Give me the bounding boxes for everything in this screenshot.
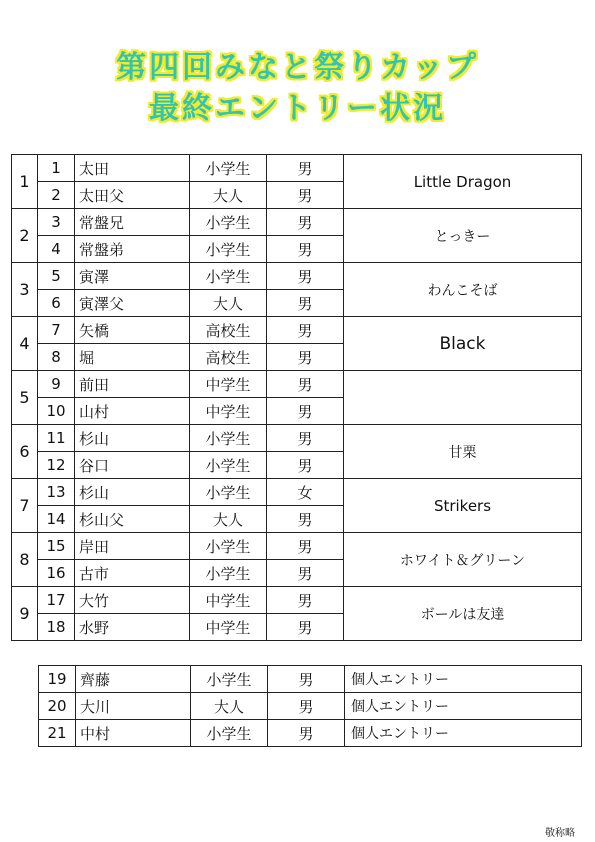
- table-row: [12, 155, 582, 182]
- player-name: 杉山: [75, 479, 190, 506]
- player-category: 大人: [190, 506, 267, 533]
- player-sex: 男: [267, 425, 344, 452]
- entry-type: 個人エントリー: [345, 720, 582, 747]
- table-row: [39, 720, 582, 747]
- player-category: 小学生: [190, 452, 267, 479]
- player-number: 12: [38, 452, 75, 479]
- player-category: 中学生: [190, 371, 267, 398]
- table-row: [12, 533, 582, 560]
- player-name: 古市: [75, 560, 190, 587]
- table-row: [39, 693, 582, 720]
- player-name: 杉山父: [75, 506, 190, 533]
- player-sex: 男: [267, 182, 344, 209]
- player-sex: 男: [267, 533, 344, 560]
- player-name: 常盤弟: [75, 236, 190, 263]
- player-name: 前田: [75, 371, 190, 398]
- team-name: わんこそば: [344, 263, 582, 317]
- player-name: 常盤兄: [75, 209, 190, 236]
- player-number: 9: [38, 371, 75, 398]
- player-number: 2: [38, 182, 75, 209]
- team-entry-table: [11, 154, 582, 641]
- individual-entry-table: [38, 665, 582, 747]
- player-category: 大人: [190, 182, 267, 209]
- team-name: ボールは友達: [344, 587, 582, 641]
- entry-type: 個人エントリー: [345, 666, 582, 693]
- player-number: 4: [38, 236, 75, 263]
- player-name: 太田父: [75, 182, 190, 209]
- player-name: 齊藤: [76, 666, 191, 693]
- player-category: 小学生: [190, 560, 267, 587]
- player-number: 5: [38, 263, 75, 290]
- player-number: 18: [38, 614, 75, 641]
- player-number: 21: [39, 720, 76, 747]
- player-number: 8: [38, 344, 75, 371]
- player-name: 岸田: [75, 533, 190, 560]
- player-category: 高校生: [190, 344, 267, 371]
- player-sex: 男: [267, 155, 344, 182]
- player-number: 10: [38, 398, 75, 425]
- player-name: 矢橋: [75, 317, 190, 344]
- player-category: 中学生: [190, 587, 267, 614]
- player-name: 寅澤父: [75, 290, 190, 317]
- table-row: [12, 317, 582, 344]
- player-name: 寅澤: [75, 263, 190, 290]
- player-number: 6: [38, 290, 75, 317]
- table-row: [12, 479, 582, 506]
- player-sex: 男: [268, 693, 345, 720]
- player-name: 杉山: [75, 425, 190, 452]
- player-sex: 男: [267, 236, 344, 263]
- player-sex: 男: [267, 452, 344, 479]
- group-number: 7: [12, 479, 38, 533]
- player-name: 太田: [75, 155, 190, 182]
- player-category: 大人: [190, 290, 267, 317]
- player-number: 15: [38, 533, 75, 560]
- player-sex: 男: [267, 506, 344, 533]
- group-number: 9: [12, 587, 38, 641]
- group-number: 5: [12, 371, 38, 425]
- player-sex: 男: [267, 344, 344, 371]
- group-number: 2: [12, 209, 38, 263]
- group-number: 3: [12, 263, 38, 317]
- table-row: [39, 666, 582, 693]
- page-title: 第四回みなと祭りカップ: [116, 50, 479, 85]
- player-category: 高校生: [190, 317, 267, 344]
- team-name: 甘栗: [344, 425, 582, 479]
- table-row: [12, 371, 582, 398]
- player-sex: 男: [267, 398, 344, 425]
- group-number: 6: [12, 425, 38, 479]
- player-sex: 男: [267, 587, 344, 614]
- player-number: 20: [39, 693, 76, 720]
- player-sex: 男: [267, 290, 344, 317]
- player-number: 3: [38, 209, 75, 236]
- player-category: 小学生: [190, 533, 267, 560]
- team-name: Black: [344, 317, 582, 371]
- player-sex: 男: [268, 666, 345, 693]
- player-category: 小学生: [191, 666, 268, 693]
- group-number: 8: [12, 533, 38, 587]
- player-category: 小学生: [190, 263, 267, 290]
- team-name: [344, 371, 582, 425]
- player-number: 14: [38, 506, 75, 533]
- team-name: Strikers: [344, 479, 582, 533]
- player-sex: 男: [267, 560, 344, 587]
- player-category: 中学生: [190, 614, 267, 641]
- table-row: [12, 209, 582, 236]
- player-category: 小学生: [190, 479, 267, 506]
- player-sex: 男: [268, 720, 345, 747]
- group-number: 1: [12, 155, 38, 209]
- player-number: 11: [38, 425, 75, 452]
- player-category: 小学生: [191, 720, 268, 747]
- player-name: 堀: [75, 344, 190, 371]
- player-category: 小学生: [190, 155, 267, 182]
- player-name: 山村: [75, 398, 190, 425]
- player-number: 13: [38, 479, 75, 506]
- player-sex: 男: [267, 209, 344, 236]
- player-number: 19: [39, 666, 76, 693]
- table-row: [12, 587, 582, 614]
- honorifics-note: 敬称略: [545, 828, 575, 839]
- player-sex: 男: [267, 317, 344, 344]
- page-subtitle: 最終エントリー状況: [149, 91, 446, 126]
- player-number: 16: [38, 560, 75, 587]
- player-category: 中学生: [190, 398, 267, 425]
- player-number: 7: [38, 317, 75, 344]
- player-sex: 男: [267, 371, 344, 398]
- player-name: 水野: [75, 614, 190, 641]
- player-sex: 男: [267, 263, 344, 290]
- group-number: 4: [12, 317, 38, 371]
- table-row: [12, 263, 582, 290]
- player-name: 谷口: [75, 452, 190, 479]
- player-category: 小学生: [190, 209, 267, 236]
- team-name: ホワイト＆グリーン: [344, 533, 582, 587]
- team-name: とっきー: [344, 209, 582, 263]
- player-name: 大川: [76, 693, 191, 720]
- player-sex: 女: [267, 479, 344, 506]
- player-name: 大竹: [75, 587, 190, 614]
- player-name: 中村: [76, 720, 191, 747]
- player-number: 17: [38, 587, 75, 614]
- player-category: 大人: [191, 693, 268, 720]
- team-name: Little Dragon: [344, 155, 582, 209]
- player-number: 1: [38, 155, 75, 182]
- player-category: 小学生: [190, 236, 267, 263]
- player-sex: 男: [267, 614, 344, 641]
- table-row: [12, 425, 582, 452]
- entry-type: 個人エントリー: [345, 693, 582, 720]
- player-category: 小学生: [190, 425, 267, 452]
